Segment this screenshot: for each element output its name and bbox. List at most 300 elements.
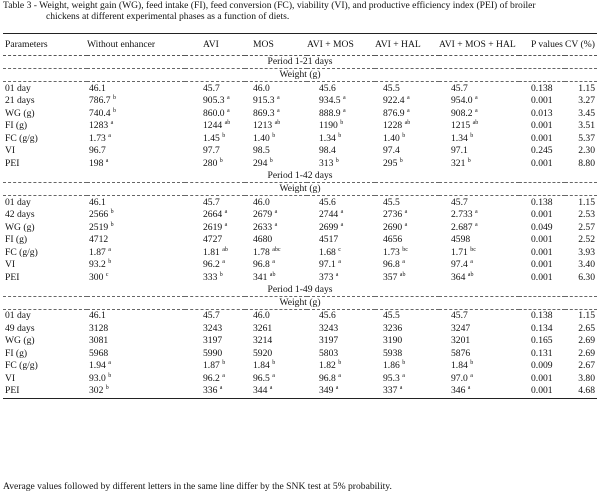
value-cell (185, 385, 245, 398)
cell-value: 1.82 (319, 360, 336, 372)
significance-letter: a (227, 107, 230, 114)
value-cell (439, 209, 519, 222)
cell-value: 1.81 (203, 246, 220, 258)
col-header: Without enhancer (87, 39, 156, 50)
value-cell (245, 271, 307, 284)
value-cell (185, 373, 245, 386)
cell-value: 860.0 (203, 107, 225, 119)
cell-value: 46.0 (253, 82, 270, 94)
table-row (3, 209, 597, 222)
value-cell (87, 157, 185, 170)
cv-cell: 3.40 (578, 259, 595, 271)
value-cell (87, 221, 185, 234)
col-header: AVI (203, 39, 219, 50)
value-cell (87, 82, 185, 95)
cell-value: 45.5 (383, 310, 400, 322)
value-cell (375, 145, 439, 158)
value-cell (185, 259, 245, 272)
col-header: MOS (253, 39, 274, 50)
significance-letter: b (105, 385, 109, 392)
significance-letter: b (340, 119, 344, 126)
col-header: CV (%) (565, 39, 595, 50)
significance-letter: a (222, 258, 225, 265)
significance-letter: a (108, 132, 111, 139)
significance-letter: a (227, 94, 230, 101)
row-label: FC (g/g) (5, 246, 38, 258)
cv-cell: 2.30 (578, 145, 595, 157)
cv-cell: 3.80 (578, 372, 595, 384)
value-cell (185, 246, 245, 259)
table-row (3, 259, 597, 272)
cell-value: 373 (319, 271, 334, 283)
significance-letter: ab (472, 119, 479, 126)
significance-letter: ab (404, 119, 411, 126)
significance-letter: a (340, 208, 344, 215)
value-cell (307, 360, 375, 373)
cell-value: 45.7 (203, 196, 220, 208)
cell-value: 96.7 (89, 145, 106, 157)
cell-value: 98.4 (319, 145, 336, 157)
table-body (3, 56, 597, 399)
table-row (3, 385, 597, 398)
value-cell (375, 120, 439, 133)
value-cell (439, 132, 519, 145)
table-row (3, 145, 597, 158)
p-value-cell: 0.001 (531, 132, 553, 144)
value-cell (307, 271, 375, 284)
p-value-cell: 0.001 (531, 95, 553, 107)
row-label: 42 days (5, 209, 35, 221)
value-cell (439, 234, 519, 247)
row-label: PEI (5, 157, 20, 169)
cv-cell: 3.93 (578, 246, 595, 258)
col-header: Parameters (5, 39, 48, 50)
row-label: FI (g) (5, 347, 28, 359)
value-cell (245, 95, 307, 108)
value-cell (245, 82, 307, 95)
value-cell (87, 348, 185, 361)
subheader-label: Weight (g) (3, 69, 597, 82)
table-row (3, 132, 597, 145)
cell-value: 95.3 (383, 372, 400, 384)
value-cell (307, 95, 375, 108)
significance-letter: a (467, 385, 471, 392)
value-cell (375, 348, 439, 361)
value-cell (439, 385, 519, 398)
cell-value: 3081 (89, 335, 109, 347)
cell-value: 46.0 (253, 196, 270, 208)
cell-value: 337 (383, 385, 398, 397)
cv-cell: 3.51 (578, 120, 595, 132)
cell-value: 2736 (383, 209, 403, 221)
value-cell (87, 310, 185, 323)
cell-value: 45.5 (383, 196, 400, 208)
cell-value: 93.2 (89, 259, 106, 271)
significance-letter: b (335, 157, 339, 164)
value-cell (245, 145, 307, 158)
cell-value: 3197 (319, 335, 339, 347)
cell-value: 1.78 (253, 246, 270, 258)
value-cell (439, 157, 519, 170)
value-cell (185, 323, 245, 336)
cell-value: 294 (253, 157, 268, 169)
significance-letter: a (219, 385, 223, 392)
table-row (3, 221, 597, 234)
value-cell (439, 271, 519, 284)
significance-letter: a (110, 119, 114, 126)
value-cell (307, 246, 375, 259)
cell-value: 1.73 (89, 132, 106, 144)
row-label: 01 day (5, 82, 31, 94)
value-cell (87, 145, 185, 158)
significance-letter: a (407, 107, 410, 114)
cell-value: 1.84 (253, 360, 270, 372)
cell-value: 1244 (203, 120, 223, 132)
value-cell (87, 234, 185, 247)
row-label: 01 day (5, 310, 31, 322)
significance-letter: b (338, 132, 342, 139)
cell-value: 4517 (319, 234, 339, 246)
period-row (3, 284, 597, 297)
table-row (3, 246, 597, 259)
significance-letter: b (470, 132, 474, 139)
value-cell (439, 348, 519, 361)
cell-value: 295 (383, 157, 398, 169)
value-cell (375, 310, 439, 323)
cell-value: 97.1 (451, 145, 468, 157)
significance-letter: b (108, 258, 112, 265)
significance-letter: b (219, 157, 223, 164)
significance-letter: a (475, 221, 478, 228)
significance-letter: a (343, 94, 346, 101)
cell-value: 3197 (203, 335, 223, 347)
value-cell (87, 107, 185, 120)
period-row (3, 56, 597, 69)
p-value-cell: 0.001 (531, 157, 553, 169)
cell-value: 97.1 (319, 259, 336, 271)
significance-letter: b (470, 360, 474, 367)
table-row (3, 196, 597, 209)
significance-letter: a (224, 208, 228, 215)
value-cell (375, 335, 439, 348)
value-cell (307, 385, 375, 398)
cell-value: 97.4 (383, 145, 400, 157)
cell-value: 96.2 (203, 259, 220, 271)
significance-letter: a (404, 208, 408, 215)
cell-value: 4656 (383, 234, 403, 246)
cell-value: 888.9 (319, 107, 341, 119)
cell-value: 302 (89, 385, 104, 397)
value-cell (307, 310, 375, 323)
cv-cell: 1.15 (578, 82, 595, 94)
cell-value: 5968 (89, 347, 109, 359)
cell-value: 46.1 (89, 310, 106, 322)
cell-value: 45.7 (451, 310, 468, 322)
cv-cell: 8.80 (578, 157, 595, 169)
value-cell (185, 360, 245, 373)
cell-value: 3243 (319, 322, 339, 334)
cell-value: 1.71 (451, 246, 468, 258)
value-cell (375, 234, 439, 247)
value-cell (245, 348, 307, 361)
cell-value: 341 (253, 271, 268, 283)
value-cell (87, 271, 185, 284)
value-cell (375, 221, 439, 234)
cell-value: 46.0 (253, 310, 270, 322)
significance-letter: b (272, 360, 276, 367)
cell-value: 3243 (203, 322, 223, 334)
row-label: PEI (5, 271, 20, 283)
value-cell (87, 259, 185, 272)
value-cell (375, 360, 439, 373)
value-cell (307, 234, 375, 247)
p-value-cell: 0.001 (531, 246, 553, 258)
cell-value: 3214 (253, 335, 273, 347)
cv-cell: 2.57 (578, 221, 595, 233)
significance-letter: a (274, 208, 278, 215)
cell-value: 2.733 (451, 209, 473, 221)
cell-value: 922.4 (383, 95, 405, 107)
value-cell (87, 209, 185, 222)
value-cell (375, 107, 439, 120)
cell-value: 45.6 (319, 310, 336, 322)
significance-letter: ab (222, 246, 228, 253)
significance-letter: b (222, 132, 226, 139)
value-cell (87, 196, 185, 209)
p-value-cell: 0.049 (531, 221, 553, 233)
value-cell (245, 259, 307, 272)
value-cell (375, 196, 439, 209)
value-cell (185, 107, 245, 120)
value-cell (245, 157, 307, 170)
value-cell (307, 157, 375, 170)
subheader-row (3, 183, 597, 196)
table-row (3, 120, 597, 133)
value-cell (439, 310, 519, 323)
cell-value: 313 (319, 157, 334, 169)
significance-letter: a (475, 208, 478, 215)
value-cell (185, 271, 245, 284)
cell-value: 1.68 (319, 246, 336, 258)
cell-value: 357 (383, 271, 398, 283)
significance-letter: a (475, 107, 478, 114)
value-cell (375, 246, 439, 259)
value-cell (307, 209, 375, 222)
cell-value: 908.2 (451, 107, 473, 119)
table-row (3, 82, 597, 95)
cv-cell: 3.27 (578, 95, 595, 107)
value-cell (245, 246, 307, 259)
value-cell (245, 310, 307, 323)
cell-value: 4712 (89, 234, 109, 246)
col-header: AVI + MOS (307, 39, 354, 50)
significance-letter: a (222, 372, 225, 379)
significance-letter: b (272, 132, 276, 139)
caption-line-2: chickens at different experimental phases as a function of diets. (46, 11, 290, 22)
value-cell (307, 221, 375, 234)
cell-value: 2664 (203, 209, 223, 221)
cell-value: 1190 (319, 120, 338, 132)
significance-letter: c (338, 246, 341, 253)
significance-letter: a (475, 94, 478, 101)
cell-value: 2619 (203, 221, 223, 233)
p-value-cell: 0.009 (531, 360, 553, 372)
cell-value: 1.86 (383, 360, 400, 372)
significance-letter: a (272, 372, 275, 379)
cv-cell: 6.30 (578, 271, 595, 283)
value-cell (439, 335, 519, 348)
value-cell (87, 120, 185, 133)
value-cell (307, 82, 375, 95)
p-value-cell: 0.001 (531, 120, 553, 132)
value-cell (185, 221, 245, 234)
subheader-row (3, 297, 597, 310)
p-value-cell: 0.001 (531, 271, 553, 283)
table-row (3, 360, 597, 373)
cell-value: 96.8 (253, 259, 270, 271)
row-label: FC (g/g) (5, 132, 38, 144)
col-header: P values (531, 39, 563, 50)
cell-value: 1.40 (383, 132, 400, 144)
value-cell (439, 323, 519, 336)
value-cell (87, 385, 185, 398)
cell-value: 3201 (451, 335, 471, 347)
period-label: Period 1-49 days (3, 284, 597, 297)
cell-value: 2679 (253, 209, 273, 221)
value-cell (375, 373, 439, 386)
cell-value: 333 (203, 271, 218, 283)
cell-value: 3247 (451, 322, 471, 334)
p-value-cell: 0.138 (531, 196, 553, 208)
cv-cell: 2.69 (578, 347, 595, 359)
cell-value: 93.0 (89, 372, 106, 384)
value-cell (307, 145, 375, 158)
cell-value: 45.6 (319, 196, 336, 208)
significance-letter: a (399, 385, 403, 392)
p-value-cell: 0.001 (531, 209, 553, 221)
value-cell (87, 335, 185, 348)
p-value-cell: 0.131 (531, 347, 553, 359)
significance-letter: ab (399, 271, 406, 278)
value-cell (307, 107, 375, 120)
cell-value: 1.34 (319, 132, 336, 144)
value-cell (185, 145, 245, 158)
significance-letter: bc (470, 246, 476, 253)
col-header: AVI + HAL (375, 39, 421, 50)
cell-value: 45.7 (451, 196, 468, 208)
value-cell (245, 323, 307, 336)
cell-value: 869.3 (253, 107, 275, 119)
cell-value: 336 (203, 385, 218, 397)
row-label: PEI (3, 385, 87, 398)
row-label: 01 day (5, 196, 31, 208)
cell-value: 45.7 (203, 310, 220, 322)
value-cell (245, 221, 307, 234)
cell-value: 46.1 (89, 82, 106, 94)
cell-value: 5803 (319, 347, 339, 359)
significance-letter: a (402, 258, 405, 265)
p-value-cell: 0.001 (531, 259, 553, 271)
row-label: WG (g) (5, 221, 35, 233)
value-cell (375, 157, 439, 170)
value-cell (439, 246, 519, 259)
value-cell (245, 107, 307, 120)
significance-letter: a (108, 246, 111, 253)
value-cell (87, 95, 185, 108)
caption-line-1: Table 3 - Weight, weight gain (WG), feed intake (FI), feed conversion (FC), viability (VI), and productive efficiency index (PEI) of broiler (3, 0, 536, 11)
significance-letter: a (335, 271, 339, 278)
value-cell (185, 82, 245, 95)
cv-cell: 2.65 (578, 322, 595, 334)
cell-value: 46.1 (89, 196, 106, 208)
significance-letter: b (113, 94, 116, 101)
value-cell (375, 385, 439, 398)
row-label: 49 days (5, 322, 35, 334)
cell-value: 2744 (319, 209, 339, 221)
value-cell (439, 120, 519, 133)
row-label: VI (5, 372, 16, 384)
cell-value: 5876 (451, 347, 471, 359)
cell-value: 2699 (319, 221, 339, 233)
value-cell (307, 348, 375, 361)
value-cell (87, 132, 185, 145)
row-label: FI (g) (5, 234, 28, 246)
cell-value: 96.8 (383, 259, 400, 271)
value-cell (375, 209, 439, 222)
cell-value: 2633 (253, 221, 273, 233)
col-header: AVI + MOS + HAL (439, 39, 516, 50)
cell-value: 3236 (383, 322, 403, 334)
value-cell (185, 95, 245, 108)
row-label: 21 days (5, 95, 35, 107)
p-value-cell: 0.001 (519, 385, 565, 398)
significance-letter: a (404, 221, 408, 228)
table-row (3, 157, 597, 170)
table-row (3, 107, 597, 120)
period-label: Period 1-21 days (3, 56, 597, 69)
cell-value: 876.9 (383, 107, 405, 119)
value-cell (185, 310, 245, 323)
cell-value: 1213 (253, 120, 273, 132)
p-value-cell: 0.138 (531, 310, 553, 322)
cell-value: 740.4 (89, 107, 111, 119)
row-label: WG (g) (5, 107, 35, 119)
cell-value: 2.687 (451, 221, 473, 233)
value-cell (245, 373, 307, 386)
value-cell (439, 196, 519, 209)
cell-value: 97.0 (451, 372, 468, 384)
cell-value: 97.7 (203, 145, 220, 157)
cell-value: 1215 (451, 120, 471, 132)
cell-value: 5920 (253, 347, 273, 359)
significance-letter: a (470, 258, 473, 265)
significance-letter: a (338, 258, 341, 265)
significance-letter: a (272, 258, 275, 265)
cell-value: 5938 (383, 347, 403, 359)
significance-letter: a (343, 107, 346, 114)
cell-value: 1.34 (451, 132, 468, 144)
significance-letter: b (110, 221, 114, 228)
value-cell (307, 120, 375, 133)
cell-value: 2519 (89, 221, 109, 233)
significance-letter: b (219, 271, 223, 278)
significance-letter: b (222, 360, 226, 367)
cell-value: 300 (89, 271, 104, 283)
cell-value: 4598 (451, 234, 471, 246)
table-row (3, 310, 597, 323)
significance-letter: a (338, 372, 341, 379)
value-cell (245, 385, 307, 398)
